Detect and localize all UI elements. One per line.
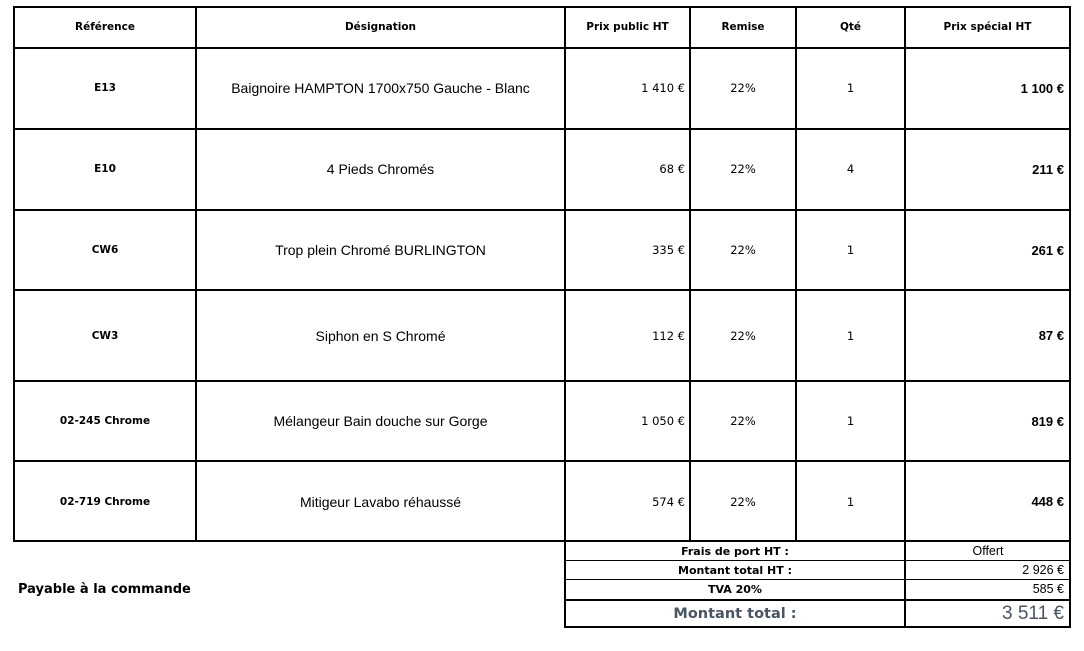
header-special-price: Prix spécial HT: [943, 21, 1032, 33]
totals-border-left: [564, 540, 566, 628]
row-special-price: 448 €: [1031, 494, 1064, 509]
row-qty: 1: [846, 328, 855, 343]
row-discount: 22%: [730, 414, 756, 428]
row-designation: Mitigeur Lavabo réhaussé: [299, 493, 462, 510]
table-column-divider: [795, 6, 797, 542]
header-designation: Désignation: [344, 21, 417, 33]
row-reference: 02-245 Chrome: [59, 415, 151, 427]
row-designation: Siphon en S Chromé: [315, 327, 446, 344]
totals-border-right: [1069, 540, 1071, 628]
row-public-price: 112 €: [652, 328, 685, 343]
header-reference: Référence: [74, 21, 136, 33]
table-divider: [13, 460, 1071, 462]
header-qty: Qté: [839, 21, 862, 33]
table-column-divider: [689, 6, 691, 542]
row-discount: 22%: [730, 328, 756, 343]
totals-border-bottom: [564, 626, 1071, 628]
row-special-price: 261 €: [1031, 242, 1064, 258]
row-qty: 1: [846, 81, 855, 95]
row-special-price: 1 100 €: [1020, 80, 1064, 96]
row-reference: CW6: [91, 244, 119, 256]
totals-column-divider: [904, 540, 906, 628]
row-special-price: 211 €: [1032, 161, 1064, 177]
row-reference: E13: [94, 82, 116, 94]
vat-value: 585 €: [1032, 582, 1064, 596]
table-column-divider: [195, 6, 197, 542]
row-discount: 22%: [730, 243, 756, 257]
row-designation: Baignoire HAMPTON 1700x750 Gauche - Blanc: [231, 80, 530, 96]
row-qty: 1: [846, 243, 855, 257]
row-public-price: 335 €: [652, 243, 685, 257]
totals-divider: [564, 579, 1071, 580]
row-qty: 1: [846, 414, 855, 428]
shipping-value: Offert: [972, 544, 1004, 558]
table-column-divider: [904, 6, 906, 542]
row-qty: 4: [846, 162, 855, 176]
table-divider: [13, 128, 1071, 130]
shipping-label: Frais de port HT :: [681, 544, 789, 558]
row-reference: 02-719 Chrome: [59, 495, 151, 508]
table-divider: [13, 289, 1071, 291]
row-discount: 22%: [730, 494, 756, 509]
vat-label: TVA 20%: [708, 582, 762, 596]
row-public-price: 574 €: [652, 494, 685, 509]
row-public-price: 68 €: [659, 162, 685, 176]
row-special-price: 87 €: [1038, 328, 1064, 343]
subtotal-value: 2 926 €: [1022, 563, 1064, 577]
table-border-right: [1069, 6, 1071, 542]
total-label: Montant total :: [673, 605, 797, 622]
subtotal-label: Montant total HT :: [678, 563, 792, 577]
header-discount: Remise: [721, 21, 765, 33]
row-designation: Trop plein Chromé BURLINGTON: [275, 242, 486, 258]
row-designation: Mélangeur Bain douche sur Gorge: [273, 413, 488, 429]
row-reference: E10: [94, 163, 116, 175]
payment-note: Payable à la commande: [18, 582, 191, 597]
table-border-top: [13, 6, 1071, 8]
row-discount: 22%: [730, 81, 756, 95]
table-divider: [13, 380, 1071, 382]
row-designation: 4 Pieds Chromés: [326, 161, 435, 177]
header-public-price: Prix public HT: [586, 21, 669, 33]
table-divider: [13, 47, 1071, 49]
totals-divider: [564, 599, 1071, 601]
table-border-left: [13, 6, 15, 542]
table-column-divider: [564, 6, 566, 542]
row-special-price: 819 €: [1031, 413, 1064, 429]
totals-divider: [564, 560, 1071, 561]
row-qty: 1: [846, 494, 855, 509]
row-public-price: 1 050 €: [641, 414, 685, 428]
row-reference: CW3: [91, 329, 119, 342]
row-public-price: 1 410 €: [641, 81, 685, 95]
total-value: 3 511 €: [1002, 602, 1064, 624]
row-discount: 22%: [730, 162, 756, 176]
table-divider: [13, 209, 1071, 211]
